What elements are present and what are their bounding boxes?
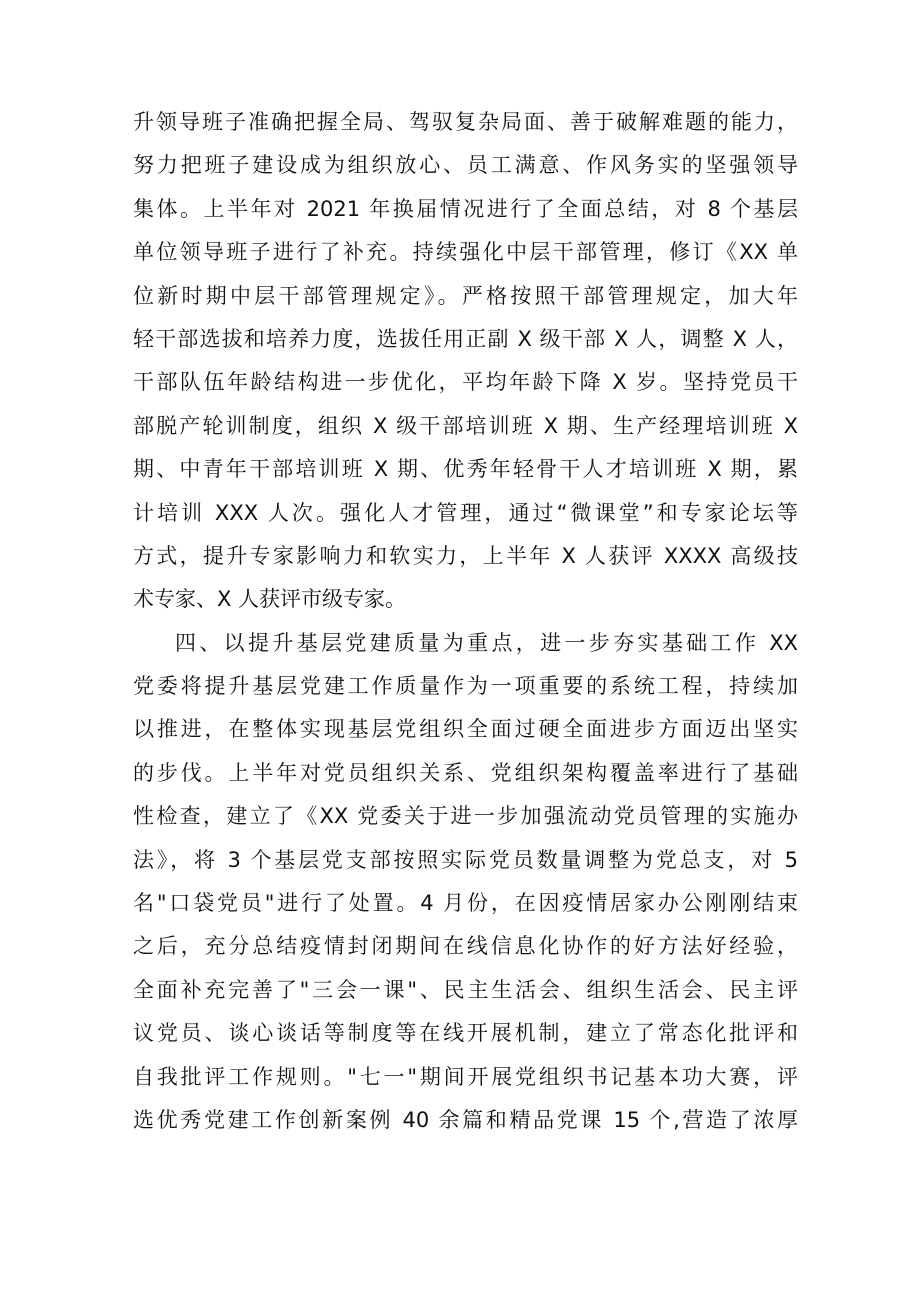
text-line: 部脱产轮训制度，组织 X 级干部培训班 X 期、生产经理培训班 X [133, 413, 798, 438]
text-line: 位新时期中层干部管理规定》。严格按照干部管理规定，加大年 [133, 283, 798, 308]
text-line: 性检查，建立了《XX 党委关于进一步加强流动党员管理的实施办 [133, 804, 798, 829]
text-line: 集体。上半年对 2021 年换届情况进行了全面总结，对 8 个基层 [133, 196, 798, 221]
text-line: 议党员、谈心谈话等制度等在线开展机制，建立了常态化批评和 [133, 1021, 798, 1046]
text-line: 轻干部选拔和培养力度，选拔任用正副 X 级干部 X 人，调整 X 人， [133, 326, 798, 351]
text-line: 名"口袋党员"进行了处置。4 月份，在因疫情居家办公刚刚结束 [133, 891, 798, 916]
text-line: 自我批评工作规则。"七一"期间开展党组织书记基本功大赛，评 [133, 1064, 798, 1089]
text-line: 术专家、X 人获评市级专家。 [133, 587, 407, 612]
text-line: 计培训 XXX 人次。强化人才管理，通过“微课堂”和专家论坛等 [133, 500, 798, 525]
section-heading-line: 四、以提升基层党建质量为重点，进一步夯实基础工作 XX [175, 630, 798, 655]
paragraph-cadre-management [133, 101, 798, 622]
text-line: 的步伐。上半年对党员组织关系、党组织架构覆盖率进行了基础 [133, 760, 798, 785]
text-line: 努力把班子建设成为组织放心、员工满意、作风务实的坚强领导 [133, 153, 798, 178]
text-line: 全面补充完善了"三会一课"、民主生活会、组织生活会、民主评 [133, 977, 798, 1002]
document-body [133, 101, 798, 1142]
text-line: 法》，将 3 个基层党支部按照实际党员数量调整为党总支，对 5 [133, 847, 798, 872]
text-line: 升领导班子准确把握全局、驾驭复杂局面、善于破解难题的能力， [133, 110, 798, 134]
text-line: 选优秀党建工作创新案例 40 余篇和精品党课 15 个,营造了浓厚 [133, 1107, 798, 1132]
text-line: 单位领导班子进行了补充。持续强化中层干部管理，修订《XX 单 [133, 240, 798, 265]
text-line: 党委将提升基层党建工作质量作为一项重要的系统工程，持续加 [133, 674, 798, 699]
text-line: 方式，提升专家影响力和软实力，上半年 X 人获评 XXXX 高级技 [133, 543, 798, 568]
text-line: 之后，充分总结疫情封闭期间在线信息化协作的好方法好经验， [133, 934, 798, 959]
text-line: 干部队伍年龄结构进一步优化，平均年龄下降 X 岁。坚持党员干 [133, 370, 798, 395]
paragraph-grassroots-party-building [133, 622, 798, 1143]
text-line: 期、中青年干部培训班 X 期、优秀年轻骨干人才培训班 X 期，累 [133, 457, 798, 482]
text-line: 以推进，在整体实现基层党组织全面过硬全面进步方面迈出坚实 [133, 717, 798, 742]
